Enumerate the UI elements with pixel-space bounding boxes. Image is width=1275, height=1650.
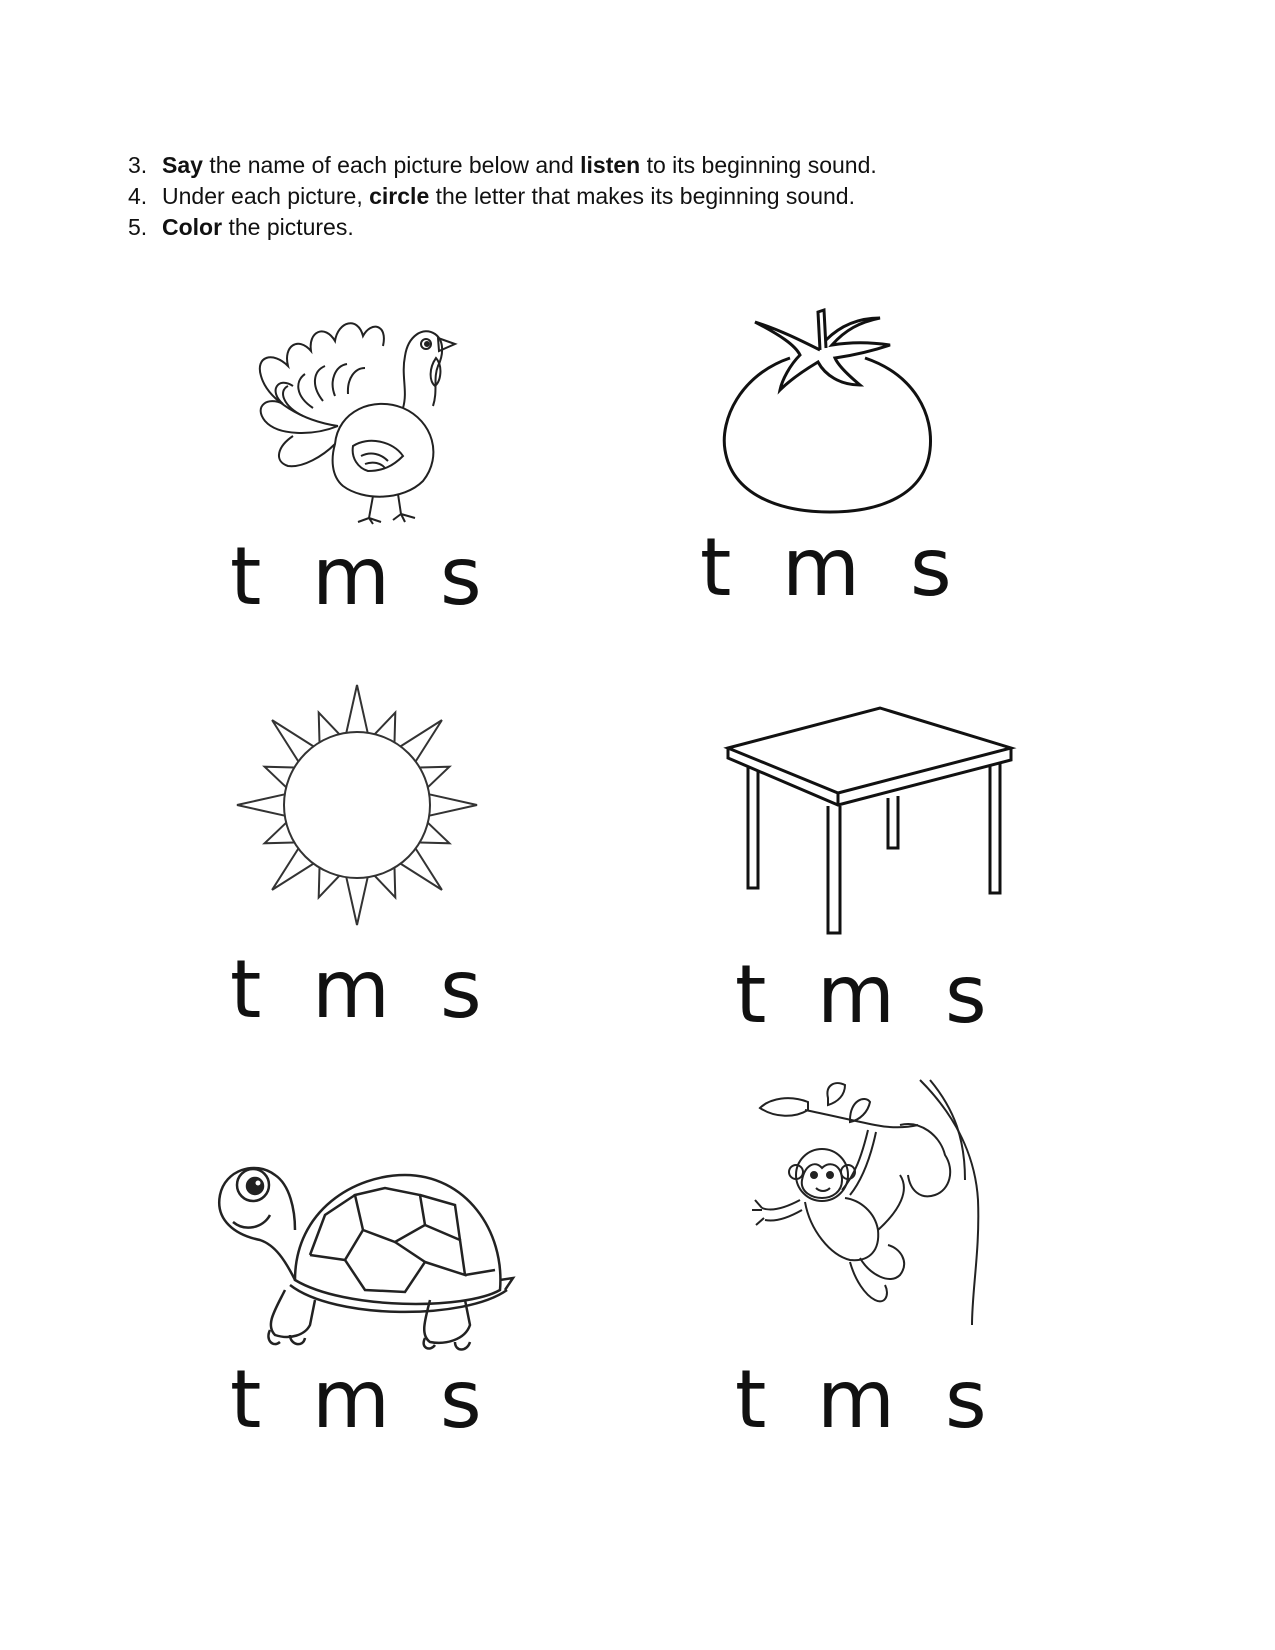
instruction-text: the letter that makes its beginning sound. bbox=[429, 183, 855, 209]
instruction-3 bbox=[128, 150, 1128, 181]
instruction-text: to its beginning sound. bbox=[640, 152, 877, 178]
letter-choices-sun bbox=[230, 940, 490, 1040]
table-icon bbox=[728, 708, 1018, 938]
letter-choices-table bbox=[735, 945, 995, 1045]
letter-choice-m[interactable]: m bbox=[817, 948, 895, 1041]
letter-choice-s[interactable]: s bbox=[440, 943, 482, 1036]
letter-choice-t[interactable]: t bbox=[230, 943, 262, 1036]
letter-choice-s[interactable]: s bbox=[440, 530, 482, 623]
instruction-keyword: circle bbox=[369, 183, 430, 209]
instruction-keyword: Color bbox=[162, 214, 223, 240]
sun-icon bbox=[232, 680, 482, 930]
instruction-text: the name of each picture below and bbox=[202, 152, 581, 178]
instruction-number: 5. bbox=[128, 214, 148, 240]
instructions-list bbox=[128, 150, 1128, 243]
letter-choice-m[interactable]: m bbox=[312, 530, 390, 623]
instruction-text: Under each picture, bbox=[162, 183, 370, 209]
instruction-keyword: listen bbox=[580, 152, 641, 178]
monkey-icon bbox=[750, 1080, 985, 1330]
letter-choices-monkey bbox=[735, 1350, 995, 1450]
letter-choice-t[interactable]: t bbox=[735, 1353, 767, 1446]
letter-choice-m[interactable]: m bbox=[312, 1353, 390, 1446]
letter-choices-turtle bbox=[230, 1350, 490, 1450]
instruction-number: 4. bbox=[128, 183, 148, 209]
letter-choice-s[interactable]: s bbox=[945, 1353, 987, 1446]
instruction-number: 3. bbox=[128, 152, 148, 178]
letter-choice-t[interactable]: t bbox=[230, 1353, 262, 1446]
instruction-4 bbox=[128, 181, 1128, 212]
turtle-icon bbox=[215, 1150, 515, 1360]
letter-choice-t[interactable]: t bbox=[230, 530, 262, 623]
letter-choice-m[interactable]: m bbox=[817, 1353, 895, 1446]
letter-choice-m[interactable]: m bbox=[312, 943, 390, 1036]
instruction-keyword: Say bbox=[162, 152, 203, 178]
letter-choice-t[interactable]: t bbox=[735, 948, 767, 1041]
instruction-text: the pictures. bbox=[222, 214, 354, 240]
letter-choice-s[interactable]: s bbox=[910, 521, 952, 614]
letter-choice-m[interactable]: m bbox=[782, 521, 860, 614]
letter-choice-s[interactable]: s bbox=[945, 948, 987, 1041]
letter-choices-turkey bbox=[230, 527, 490, 627]
turkey-icon bbox=[243, 296, 473, 526]
letter-choice-s[interactable]: s bbox=[440, 1353, 482, 1446]
letter-choices-tomato bbox=[700, 518, 960, 618]
letter-choice-t[interactable]: t bbox=[700, 521, 732, 614]
instruction-5 bbox=[128, 212, 1128, 243]
tomato-icon bbox=[720, 300, 940, 520]
